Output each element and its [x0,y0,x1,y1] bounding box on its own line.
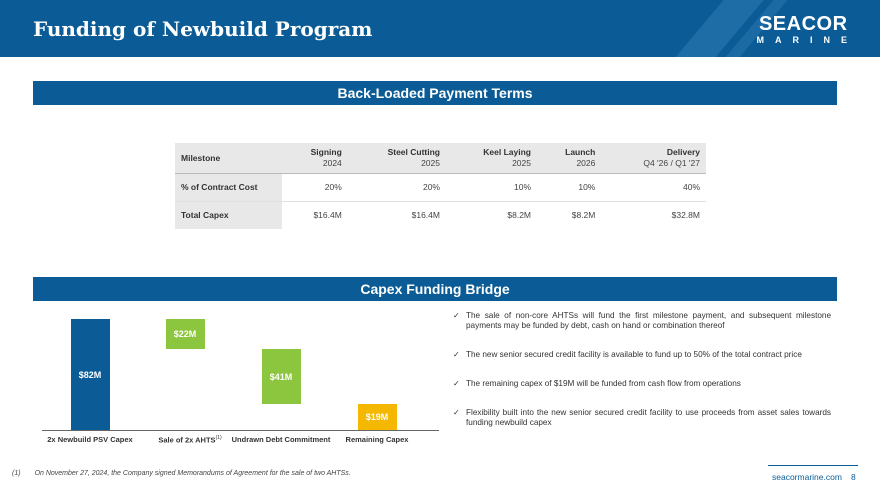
logo-subtitle: MARINE [756,35,858,45]
column-header [601,143,706,173]
funding-bridge-heading: Capex Funding Bridge [33,277,837,301]
bullet-text: Flexibility built into the new senior secured credit facility to use proceeds from asset sales towards funding newbuild capex [466,408,831,427]
footnote [12,470,351,477]
footer-divider [768,465,858,466]
bullet-text: The sale of non-core AHTSs will fund the first milestone payment, and subsequent milestone payments may be funded by debt, cash on hand or combination thereof [466,311,831,330]
bar-value-label: $22M [173,328,197,339]
category-label: 2x Newbuild PSV Capex [47,435,133,444]
header-bar [0,0,880,57]
column-title: Keel Laying [483,146,531,157]
category-label: Remaining Capex [345,435,409,444]
table-cell: 40% [601,173,706,201]
bar-remaining-capex [358,404,397,430]
column-year: 2025 [421,157,440,168]
table-row [175,173,706,201]
bullet-text: The remaining capex of $19M will be funded from cash flow from operations [466,379,741,388]
column-title: Delivery [666,146,700,157]
column-title: Signing [310,146,342,157]
category-label: Undrawn Debt Commitment [231,435,331,444]
table-cell: $8.2M [571,210,596,221]
table-row [175,201,706,229]
row-label: Total Capex [175,201,282,229]
bar-value-label: $82M [78,369,102,380]
checkmark-icon: ✓ [453,311,460,320]
column-header [446,143,537,173]
website-link[interactable]: seacormarine.com [772,472,842,482]
column-header [282,143,348,173]
category-text: Sale of 2x AHTS [158,435,216,445]
table-cell: 20% [348,173,446,201]
column-year: 2024 [322,157,342,168]
checkmark-icon: ✓ [453,408,460,417]
bullet-text: The new senior secured credit facility is available to fund up to 50% of the total contract price [466,350,802,359]
column-title: Launch [565,146,596,157]
column-header [537,143,601,173]
table-cell: $16.4M [313,210,342,221]
bar-sale-of-ahts [166,319,205,349]
bar-value-label: $19M [365,412,389,423]
checkmark-icon: ✓ [453,350,460,359]
checkmark-icon: ✓ [453,379,460,388]
column-year: 2026 [576,157,596,168]
table-cell: $32.8M [671,210,700,221]
column-year: Q4 '26 / Q1 '27 [643,157,700,168]
table-cell: 10% [446,173,537,201]
page-title: Funding of Newbuild Program [33,17,373,41]
bar-undrawn-debt [262,349,301,405]
bullet-item [453,311,831,331]
page-number: 8 [851,472,856,482]
footnote-marker: (1) [215,435,222,441]
column-year: 2025 [512,157,531,168]
table-cell: $8.2M [507,210,531,221]
bullet-item [453,379,831,389]
bar-newbuild-capex [71,319,110,430]
footnote-number: (1) [12,470,21,477]
table-cell: $16.4M [411,210,440,221]
bullet-item [453,408,831,428]
payment-terms-heading: Back-Loaded Payment Terms [33,81,837,105]
footnote-text: On November 27, 2024, the Company signed Memorandums of Agreement for the sale of two AHTSs. [34,470,351,477]
column-header [348,143,446,173]
chart-axis [42,430,439,431]
bar-value-label: $41M [269,371,293,382]
milestone-header: Milestone [175,143,282,173]
seacor-marine-logo [749,14,859,45]
bullet-item [453,350,831,360]
table-cell: 10% [537,173,601,201]
milestone-table [175,143,706,229]
table-cell: 20% [282,173,348,201]
column-title: Steel Cutting [387,146,440,157]
row-label: % of Contract Cost [175,173,282,201]
bridge-bullet-list [453,311,831,447]
table-header-row [175,143,706,173]
logo-wordmark: SEACOR [758,13,848,35]
capex-funding-bridge-chart [40,308,440,458]
